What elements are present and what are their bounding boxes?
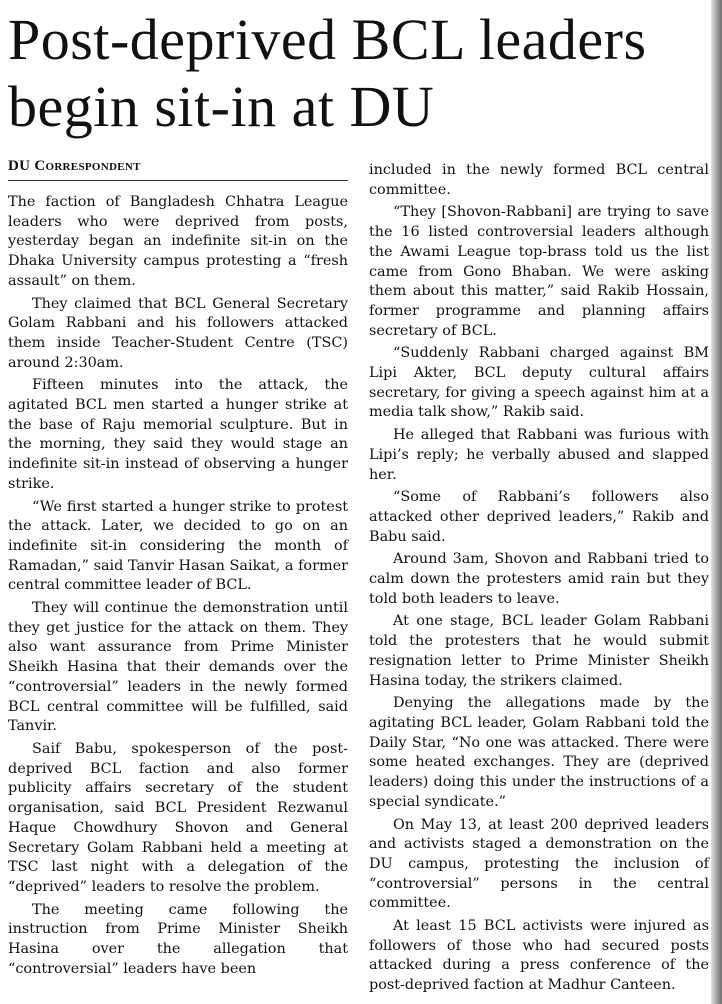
- paragraph: On May 13, at least 200 deprived leaders and activists staged a demonstration on the DU campus, protesting the inclusion of “controversial” persons in the central committee.: [369, 816, 709, 912]
- paragraph: The faction of Bangladesh Chhatra League leaders who were deprived from posts, yesterday began an indefinite sit-in on the Dhaka University campus protesting a “fresh assault” on them.: [8, 194, 348, 289]
- paragraph: “Suddenly Rabbani charged against BM Lipi Akter, BCL deputy cultural affairs secretary, for giving a speech against him at a media talk show,” Rakib said.: [369, 345, 709, 421]
- paragraph: Saif Babu, spokesperson of the post-deprived BCL faction and also former publicity affairs secretary of the student organisation, said BCL President Rezwanul Haque Chowdhury Shovon and General Secretary Golam Rabbani held a meeting at TSC last night with a delegation of the “deprived” leaders to resolve the problem.: [8, 740, 348, 895]
- paragraph: “They [Shovon-Rabbani] are trying to save the 16 listed controversial leaders although the Awami League top-brass told us the list came from Gono Bhaban. We were asking them about this matter,” said Rakib Hossain, former programme and planning affairs secretary of BCL.: [369, 204, 709, 339]
- paragraph: Fifteen minutes into the attack, the agitated BCL men started a hunger strike at the base of Raju memorial sculpture. But in the morning, they said they would stage an indefinite sit-in instead of observing a hunger strike.: [8, 377, 348, 492]
- paragraph: included in the newly formed BCL central committee.: [369, 162, 709, 198]
- article-column-2: [369, 161, 709, 999]
- paragraph: They will continue the demonstration until they get justice for the attack on them. They also want assurance from Prime Minister Sheikh Hasina that their demands over the “controversial” leaders in the newly formed BCL central committee will be fulfilled, said Tanvir.: [8, 600, 348, 735]
- headline: Post-deprived BCL leaders begin sit-in at DU: [8, 7, 647, 139]
- page-edge-shadow: [711, 0, 722, 1004]
- paragraph: “We first started a hunger strike to protest the attack. Later, we decided to go on an indefinite sit-in considering the month of Ramadan,” said Tanvir Hasan Saikat, a former central committee leader of BCL.: [8, 498, 348, 594]
- article-column-1: [8, 193, 348, 982]
- paragraph: They claimed that BCL General Secretary Golam Rabbani and his followers attacked them inside Teacher-Student Centre (TSC) around 2:30am.: [8, 295, 348, 371]
- paragraph: “Some of Rabbani’s followers also attacked other deprived leaders,” Rakib and Babu said.: [369, 489, 709, 545]
- paragraph: He alleged that Rabbani was furious with Lipi’s reply; he verbally abused and slapped her.: [369, 427, 709, 483]
- paragraph: The meeting came following the instruction from Prime Minister Sheikh Hasina over the allegation that “controversial” leaders have been: [8, 901, 348, 977]
- paragraph: Around 3am, Shovon and Rabbani tried to calm down the protesters amid rain but they told both leaders to leave.: [369, 551, 709, 607]
- paragraph: Denying the allegations made by the agitating BCL leader, Golam Rabbani told the Daily Star, “No one was attacked. There were some heated exchanges. They are (deprived leaders) doing this under the instructions of a special syndicate.”: [369, 695, 709, 810]
- byline: [8, 158, 348, 181]
- byline-role: Correspondent: [34, 158, 141, 174]
- paragraph: At least 15 BCL activists were injured as followers of those who had secured posts attacked during a press conference of the post-deprived faction at Madhur Canteen.: [369, 918, 709, 994]
- paragraph: At one stage, BCL leader Golam Rabbani told the protesters that he would submit resignation letter to Prime Minister Sheikh Hasina today, the strikers claimed.: [369, 613, 709, 689]
- byline-initials: DU: [8, 158, 31, 174]
